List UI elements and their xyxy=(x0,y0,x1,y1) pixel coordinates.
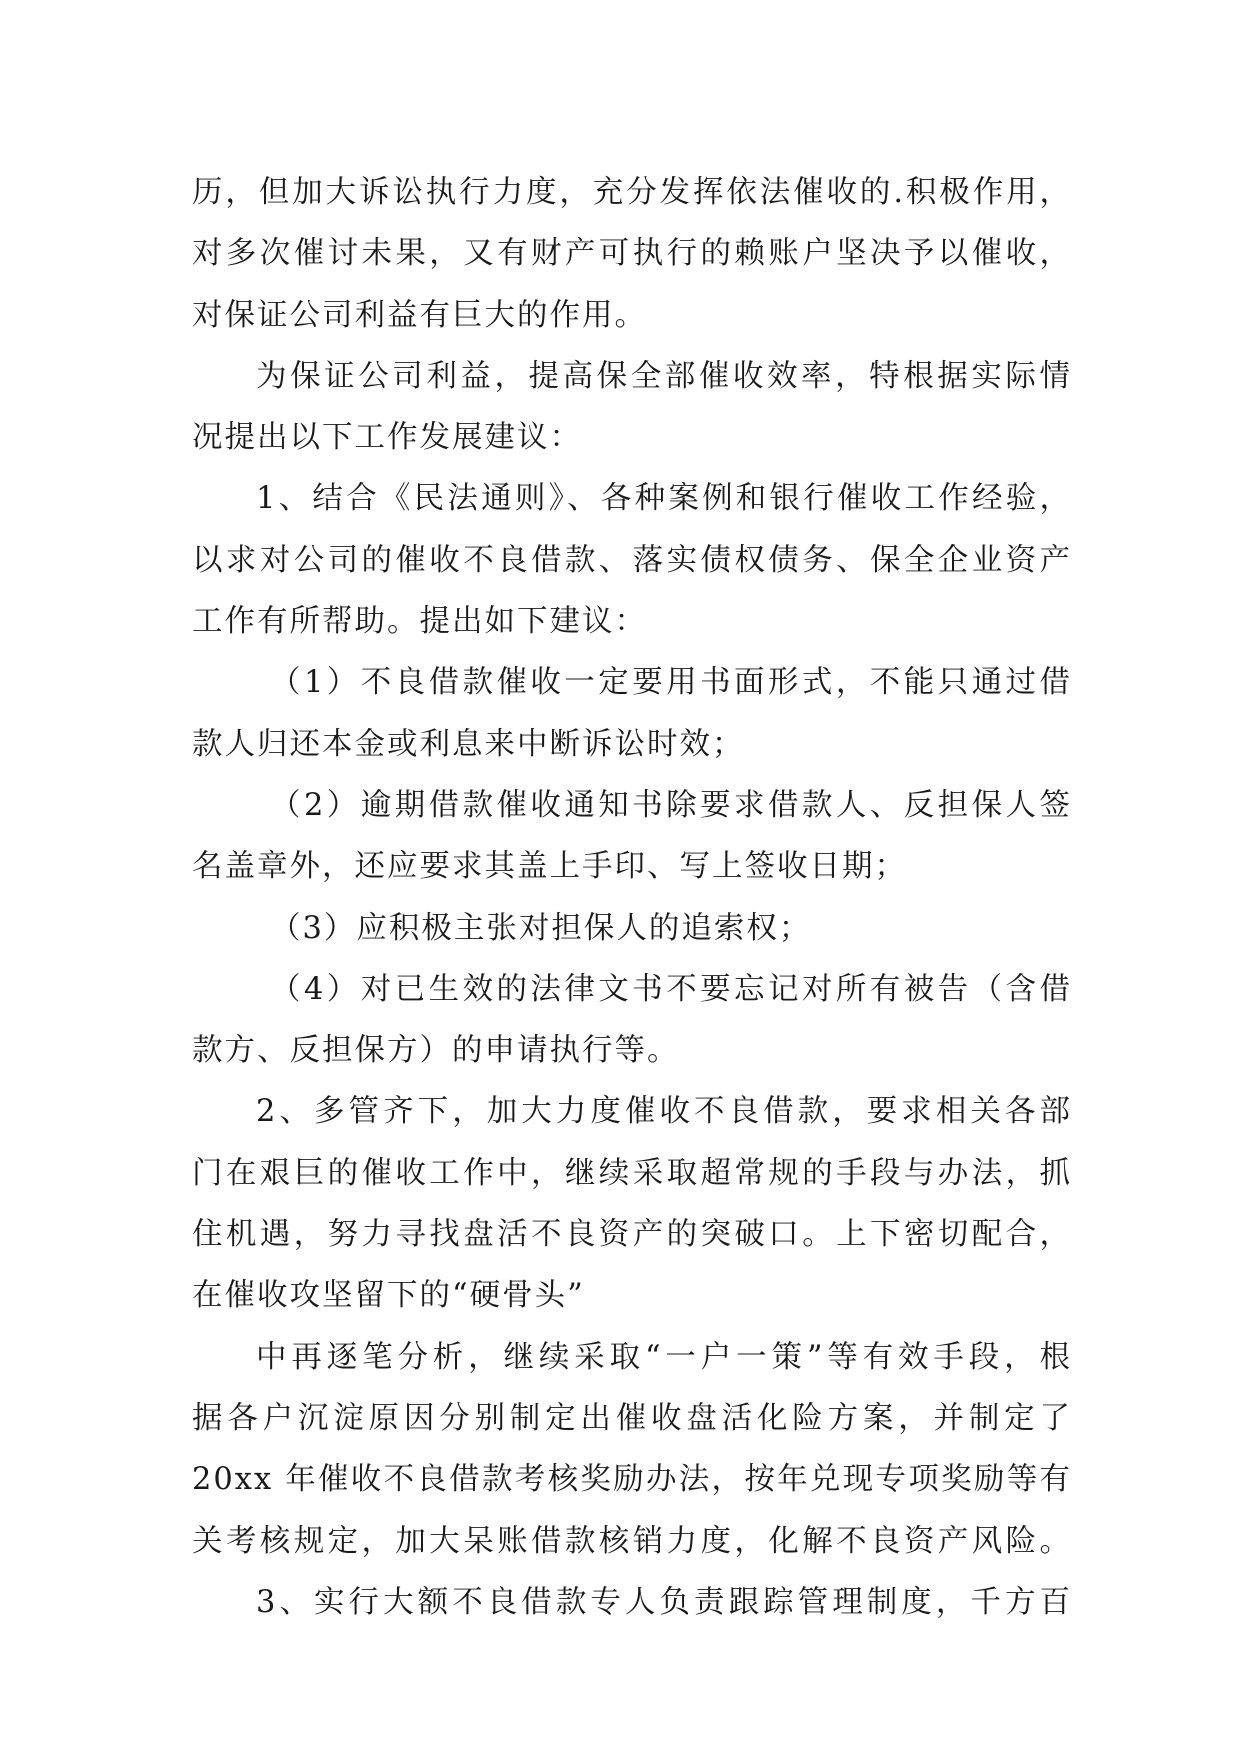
document-body xyxy=(192,162,1072,1633)
text-line: （2）逾期借款催收通知书除要求借款人、反担保人签 xyxy=(270,787,1072,823)
text-line: 工作有所帮助。提出如下建议： xyxy=(192,604,647,640)
text-line: 据各户沉淀原因分别制定出催收盘活化险方案，并制定了 xyxy=(192,1400,1072,1436)
text-line: 3、实行大额不良借款专人负责跟踪管理制度，千方百 xyxy=(256,1584,1072,1620)
text-line: 门在艰巨的催收工作中，继续采取超常规的手段与办法，抓 xyxy=(192,1155,1072,1191)
text-line: （1）不良借款催收一定要用书面形式，不能只通过借 xyxy=(270,665,1072,701)
text-line: 中再逐笔分析，继续采取“一户一策”等有效手段，根 xyxy=(256,1339,1072,1375)
text-line: 住机遇，努力寻找盘活不良资产的突破口。上下密切配合， xyxy=(192,1217,1072,1253)
text-line: 20xx 年催收不良借款考核奖励办法，按年兑现专项奖励等有 xyxy=(192,1462,1072,1498)
text-line: 款方、反担保方）的申请执行等。 xyxy=(192,1033,680,1069)
text-line: 为保证公司利益，提高保全部催收效率，特根据实际情 xyxy=(256,358,1072,394)
text-line: 在催收攻坚留下的“硬骨头” xyxy=(192,1278,585,1314)
text-line: （3）应积极主张对担保人的追索权； xyxy=(270,910,812,946)
text-line: 名盖章外，还应要求其盖上手印、写上签收日期； xyxy=(192,849,907,885)
text-line: 以求对公司的催收不良借款、落实债权债务、保全企业资产 xyxy=(192,542,1072,578)
text-line: 款人归还本金或利息来中断诉讼时效； xyxy=(192,726,745,762)
text-line: 况提出以下工作发展建议： xyxy=(192,420,582,456)
text-line: （4）对已生效的法律文书不要忘记对所有被告（含借 xyxy=(270,971,1072,1007)
text-line: 历，但加大诉讼执行力度，充分发挥依法催收的.积极作用， xyxy=(192,175,1072,210)
text-line: 对保证公司利益有巨大的作用。 xyxy=(192,297,647,333)
text-line: 2、多管齐下，加大力度催收不良借款，要求相关各部 xyxy=(256,1094,1072,1130)
text-line: 关考核规定，加大呆账借款核销力度，化解不良资产风险。 xyxy=(192,1523,1072,1559)
text-line: 1、结合《民法通则》、各种案例和银行催收工作经验， xyxy=(256,481,1072,517)
text-line: 对多次催讨未果，又有财产可执行的赖账户坚决予以催收， xyxy=(192,236,1072,272)
